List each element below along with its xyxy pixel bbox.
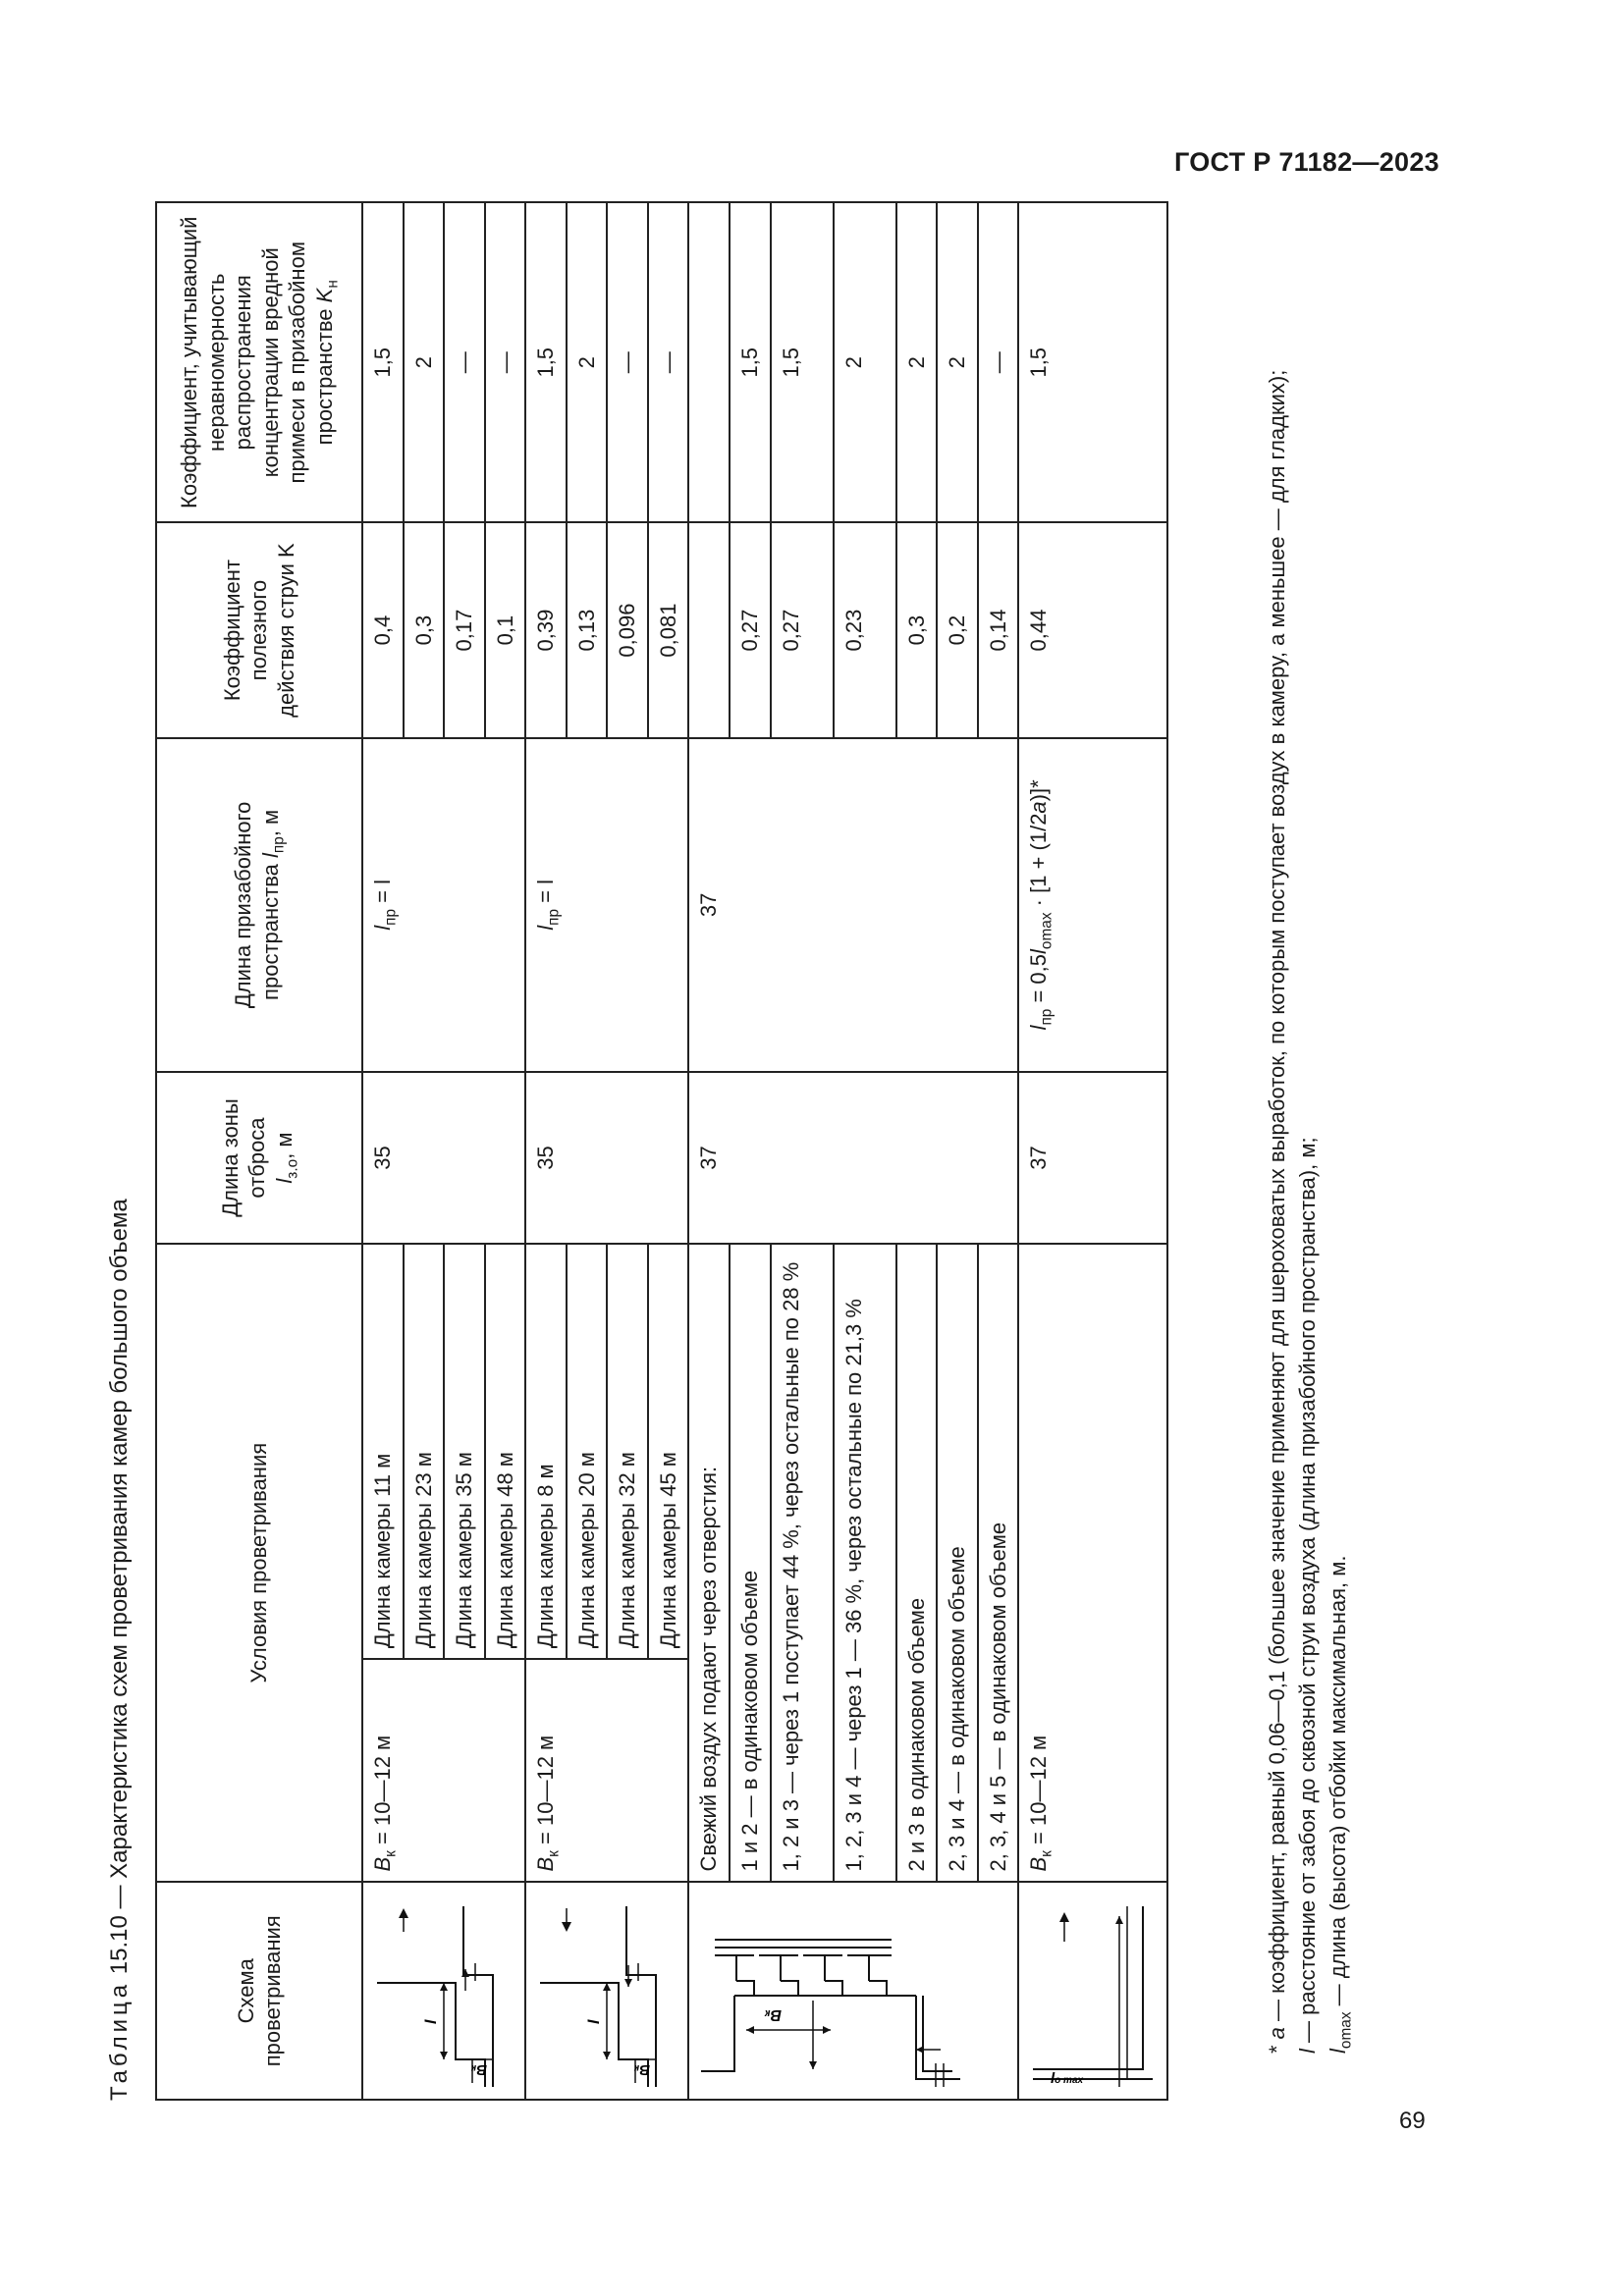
caption-text: 15.10 — Характеристика схем проветривания камер большого объема	[106, 1199, 133, 1975]
table-row	[688, 202, 730, 2100]
g4-formula: $l_{пр} = 0,5l_{omax} \cdot [1 + (1/2a)]*$	[1018, 738, 1167, 1072]
scheme-diagram-4	[1018, 1883, 1167, 2101]
g1-k-2: 0,3	[404, 522, 445, 737]
g3-zone: 37	[688, 1072, 1018, 1244]
g1-width: $B_к$ = 10—12 м	[362, 1659, 525, 1882]
g3-k-4: 0,3	[896, 522, 938, 737]
note-1: * a — коэффициент, равный 0,06—0,1 (большее значение применяют для шероховатых выработок, по которым поступает воздух в камеру, а меньшее — для гладких);	[1265, 369, 1289, 2054]
g4-kn: 1,5	[1018, 202, 1167, 522]
g3-cond-3: 1, 2, 3 и 4 — через 1 — 36 %, через остальные по 21,3 %	[834, 1244, 896, 1883]
g2-formula: $l_{пр} = l$	[525, 738, 688, 1072]
g3-cond-4: 2 и 3 в одинаковом объеме	[896, 1244, 938, 1883]
g3-k-6: 0,14	[978, 522, 1019, 737]
g3-cond-2: 1, 2 и 3 — через 1 поступает 44 %, через остальные по 28 %	[771, 1244, 834, 1883]
g1-kn-2: 2	[404, 202, 445, 522]
g1-length-3: Длина камеры 35 м	[444, 1244, 485, 1659]
g2-kn-3: —	[607, 202, 648, 522]
table-row	[362, 202, 404, 2100]
col-conditions: Условия проветривания	[156, 1244, 362, 1883]
g2-length-2: Длина камеры 20 м	[567, 1244, 608, 1659]
scheme2-width-label: B	[639, 2061, 650, 2078]
g1-zone: 35	[362, 1072, 525, 1244]
g3-intro: Свежий воздух подают через отверстия:	[688, 1244, 730, 1883]
g2-length-3: Длина камеры 32 м	[607, 1244, 648, 1659]
table-notes	[1263, 206, 1357, 2101]
g3-cond-5: 2, 3 и 4 — в одинаковом объеме	[937, 1244, 978, 1883]
scheme2-length-label: l	[586, 2019, 603, 2024]
g3-k-2: 0,27	[771, 522, 834, 737]
note-2: l — расстояние от забоя до сквозной струи воздуха (длина призабойного пространства), м;	[1294, 1137, 1320, 2054]
col-zone-length: Длина зоны отброса $l_{з.о}$, м	[156, 1072, 362, 1244]
g4-zone: 37	[1018, 1072, 1167, 1244]
ventilation-scheme-1	[369, 1904, 497, 2089]
g3-kn-2: 1,5	[771, 202, 834, 522]
svg-text:lo max: lo max	[1051, 2070, 1084, 2087]
g3-cond-1: 1 и 2 — в одинаковом объеме	[730, 1244, 771, 1883]
g3-kn-1: 1,5	[730, 202, 771, 522]
col-face-space: Длина призабойного пространства $l_{пр}$, м	[156, 738, 362, 1072]
ventilation-scheme-3	[695, 1904, 970, 2089]
g2-zone: 35	[525, 1072, 688, 1244]
g3-kn-5: 2	[937, 202, 978, 522]
g3-face: 37	[688, 738, 1018, 1072]
g2-k-3: 0,096	[607, 522, 648, 737]
landscape-table-area	[106, 196, 1412, 2101]
page-number: 69	[1399, 2108, 1426, 2134]
g2-length-4: Длина камеры 45 м	[648, 1244, 689, 1659]
g1-k-4: 0,1	[485, 522, 526, 737]
g1-formula: $l_{пр} = l$	[362, 738, 525, 1072]
scheme-diagram-2	[525, 1883, 688, 2101]
g2-length-1: Длина камеры 8 м	[525, 1244, 567, 1659]
g2-k-4: 0,081	[648, 522, 689, 737]
caption-prefix: Таблица	[106, 1980, 133, 2101]
g2-k-1: 0,39	[525, 522, 567, 737]
col-jet-coef: Коэффициент полезного действия струи K	[156, 522, 362, 737]
table-row	[1018, 202, 1167, 2100]
g3-k-1: 0,27	[730, 522, 771, 737]
g3-k-3: 0,23	[834, 522, 896, 737]
g2-kn-2: 2	[567, 202, 608, 522]
col-scheme: Схема проветривания	[156, 1883, 362, 2101]
table-caption	[106, 1199, 134, 2101]
scheme1-length-label: l	[423, 2019, 440, 2024]
ventilation-table	[155, 201, 1168, 2101]
g2-k-2: 0,13	[567, 522, 608, 737]
g2-width: $B_к$ = 10—12 м	[525, 1659, 688, 1882]
scheme-diagram-1	[362, 1883, 525, 2101]
g3-kn-3: 2	[834, 202, 896, 522]
g1-length-2: Длина камеры 23 м	[404, 1244, 445, 1659]
scheme-diagram-3	[688, 1883, 1018, 2101]
scheme3-width-label: B	[770, 2006, 782, 2023]
ventilation-scheme-4	[1025, 1904, 1161, 2089]
svg-text:Bк: Bк	[764, 2006, 782, 2023]
g1-length-1: Длина камеры 11 м	[362, 1244, 404, 1659]
g1-kn-1: 1,5	[362, 202, 404, 522]
note-3: $l_{omax}$ — длина (высота) отбойки максимальная, м.	[1325, 1555, 1354, 2054]
col-unevenness: Коэффициент, учитывающий неравномерность распространения концентрации вредной примеси в призабойном пространстве $K_н$	[156, 202, 362, 522]
table-header-row	[156, 202, 362, 2100]
g3-kn-4: 2	[896, 202, 938, 522]
document-code: ГОСТ Р 71182—2023	[1173, 147, 1439, 177]
g1-kn-4: —	[485, 202, 526, 522]
g2-kn-4: —	[648, 202, 689, 522]
g1-k-1: 0,4	[362, 522, 404, 737]
g3-kn-6: —	[978, 202, 1019, 522]
table-row	[525, 202, 567, 2100]
g4-k: 0,44	[1018, 522, 1167, 737]
g1-kn-3: —	[444, 202, 485, 522]
scheme1-width-label: B	[476, 2061, 487, 2078]
g3-cond-6: 2, 3, 4 и 5 — в одинаковом объеме	[978, 1244, 1019, 1883]
scheme4-omax-label: l	[1051, 2070, 1056, 2087]
g1-length-4: Длина камеры 48 м	[485, 1244, 526, 1659]
svg-text:Bк: Bк	[471, 2061, 487, 2078]
svg-text:Bк: Bк	[634, 2061, 650, 2078]
g3-k-5: 0,2	[937, 522, 978, 737]
g4-width: $B_к$ = 10—12 м	[1018, 1244, 1167, 1883]
ventilation-scheme-2	[532, 1904, 660, 2089]
g2-kn-1: 1,5	[525, 202, 567, 522]
g1-k-3: 0,17	[444, 522, 485, 737]
